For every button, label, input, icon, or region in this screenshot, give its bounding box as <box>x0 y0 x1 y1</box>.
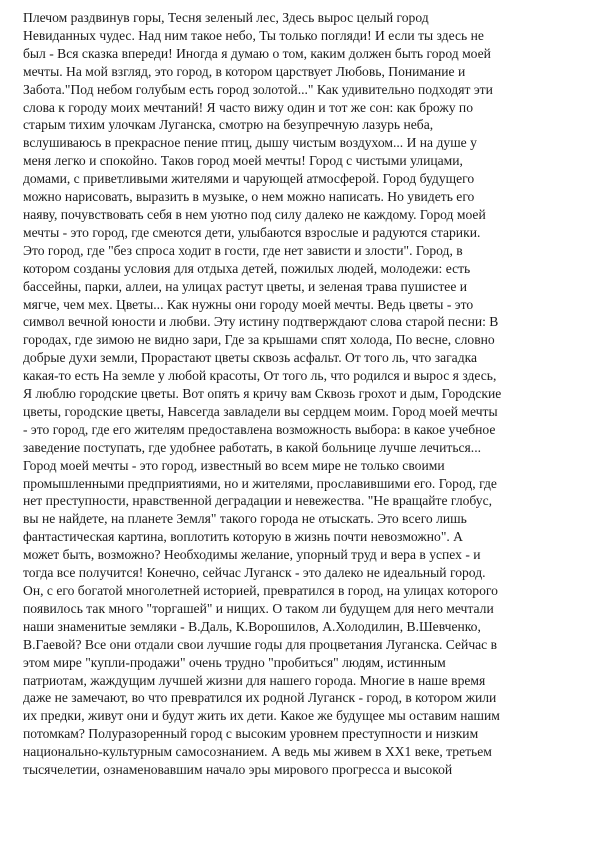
text-line: слова к городу моих мечтаний! Я часто вижу один и тот же сон: как брожу по <box>23 99 473 115</box>
text-line: старым тихим улочкам Луганска, смотрю на безупречную лазурь неба, <box>23 117 434 133</box>
text-line: - это город, где его жителям предоставлена возможность выбора: в какое учебное <box>23 421 496 437</box>
text-line: патриотам, жаждущим лучшей жизни для нашего города. Многие в наше время <box>23 672 486 688</box>
text-line: национально-культурным самосознанием. А ведь мы живем в XX1 веке, третьем <box>23 744 492 760</box>
text-line: может быть, возможно? Необходимы желание, упорный труд и вера в успех - и <box>23 547 481 563</box>
text-line: цветы, городские цветы, Навсегда завладели вы сердцем моим. Город моей мечты <box>23 403 498 419</box>
text-line: нет преступности, нравственной деградации и невежества. "Не вращайте глобус, <box>23 493 493 509</box>
text-line: мягче, чем мех. Цветы... Как нужны они городу моей мечты. Ведь цветы - это <box>23 296 474 312</box>
text-line: домами, с приветливыми жителями и чарующей атмосферой. Город будущего <box>23 171 475 187</box>
text-line: промышленными предприятиями, но и жителями, прославившими его. Город, где <box>23 475 497 491</box>
text-line: котором созданы условия для отдыха детей, пожилых людей, молодежи: есть <box>23 260 471 276</box>
text-line: городах, где зимою не видно зари, Где за крышами спят холода, По весне, словно <box>23 332 495 348</box>
text-line: Город моей мечты - это город, известный во всем мире не только своими <box>23 457 445 473</box>
text-line: фантастическая картина, воплотить которую в жизнь почти невозможно". А <box>23 529 464 545</box>
text-line: символ вечной юности и любви. Эту истину подтверждают слова старой песни: В <box>23 314 499 330</box>
text-line: добрые духи земли, Прорастают цветы сквозь асфальт. От того ль, что загадка <box>23 350 478 366</box>
text-line: меня легко и спокойно. Таков город моей мечты! Город с чистыми улицами, <box>23 153 463 169</box>
text-line: бассейны, парки, аллеи, на улицах растут цветы, и зеленая трава пушистее и <box>23 278 468 294</box>
text-line: потомкам? Полуразоренный город с высоким уровнем преступности и низким <box>23 726 479 742</box>
text-line: вы не найдете, на планете Земля" такого города не отыскать. Это всего лишь <box>23 511 467 527</box>
text-line: В.Гаевой? Все они отдали свои лучшие годы для процветания Луганска. Сейчас в <box>23 636 498 652</box>
text-line: Забота."Под небом голубым есть город золотой..." Как удивительно подходят эти <box>23 81 493 97</box>
text-line: появилось так много "торгашей" и нищих. О таком ли будущем для него мечтали <box>23 600 494 616</box>
text-line: Плечом раздвинув горы, Тесня зеленый лес, Здесь вырос целый город <box>23 10 429 25</box>
text-line: заведение поступать, где удобнее работать, в какой больнице лучше лечиться... <box>23 439 482 455</box>
text-line: тогда все получится! Конечно, сейчас Луганск - это далеко не идеальный город. <box>23 565 486 581</box>
text-line: мечты. На мой взгляд, это город, в котором царствует Любовь, Понимание и <box>23 63 466 79</box>
text-line: Я люблю городские цветы. Вот опять я кричу вам Сквозь грохот и дым, Городские <box>23 386 502 402</box>
essay-text <box>23 9 575 779</box>
text-line: Он, с его богатой многолетней историей, превратился в город, на улицах которого <box>23 583 498 598</box>
text-line: Это город, где "без спроса ходит в гости, где нет зависти и злости". Город, в <box>23 242 463 258</box>
text-line: мечты - это город, где смеются дети, улыбаются взрослые и радуются старики. <box>23 224 481 240</box>
text-line: тысячелетии, ознаменовавшим начало эры мирового прогресса и высокой <box>23 762 453 778</box>
text-line: этом мире "купли-продажи" очень трудно "пробиться" людям, истинным <box>23 654 446 670</box>
text-line: Невиданных чудес. Над ним такое небо, Ты только погляди! И если ты здесь не <box>23 27 484 43</box>
text-line: какая-то есть На земле у любой красоты, От того ль, что родился и вырос я здесь, <box>23 368 497 384</box>
text-line: наши знаменитые земляки - В.Даль, К.Ворошилов, А.Холодилин, В.Шевченко, <box>23 618 481 634</box>
text-line: вслушиваюсь в прекрасное пение птиц, дышу чистым воздухом... И на душе у <box>23 135 477 151</box>
text-line: их предки, живут они и будут жить их дети. Какое же будущее мы оставим нашим <box>23 708 500 724</box>
text-line: можно нарисовать, выразить в музыке, о нем можно написать. Но увидеть его <box>23 189 475 205</box>
text-line: наяву, почувствовать себя в нем уютно под силу далеко не каждому. Город моей <box>23 206 486 222</box>
text-line: даже не замечают, во что превратился их родной Луганск - город, в котором жили <box>23 690 497 706</box>
text-line: был - Вся сказка впереди! Иногда я думаю о том, каким должен быть город моей <box>23 45 491 61</box>
